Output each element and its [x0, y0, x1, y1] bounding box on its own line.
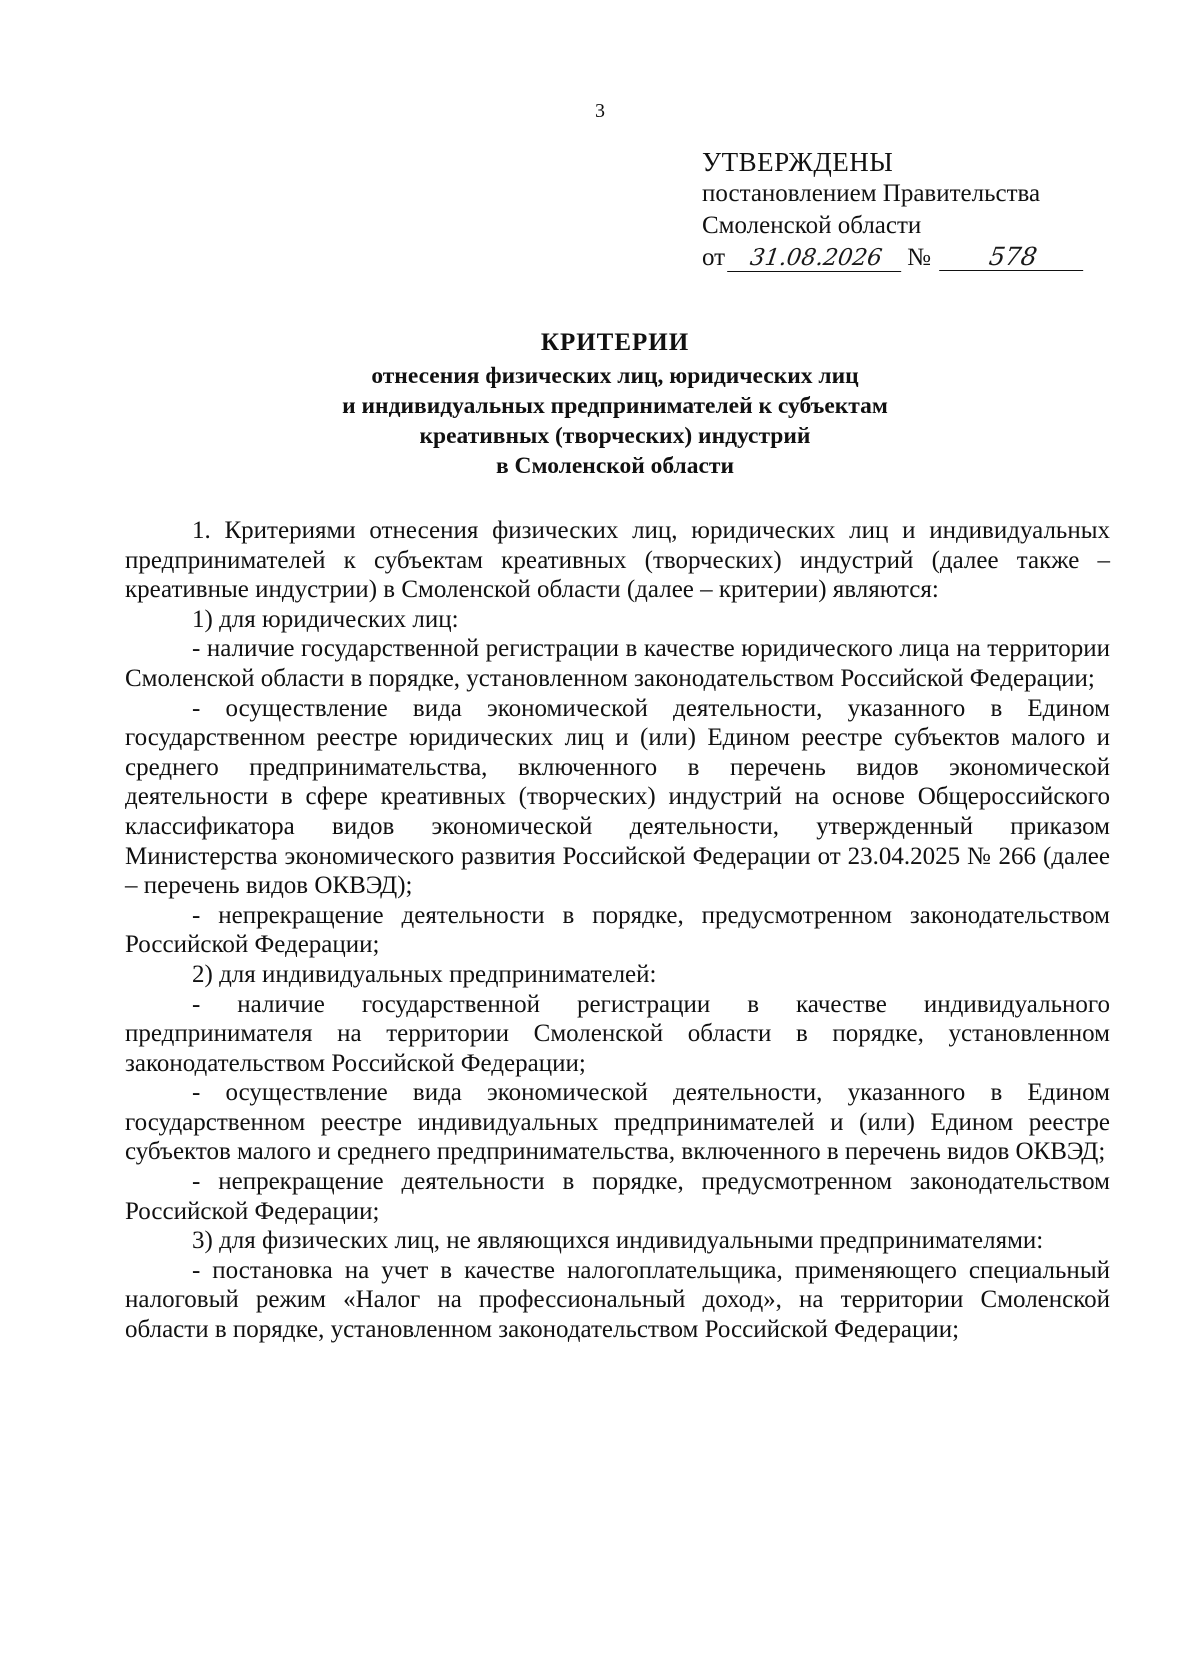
paragraph-legal-entities-heading: 1) для юридических лиц:: [192, 605, 459, 633]
paragraph-entrepreneur-continuation: - непрекращение деятельности в порядке, предусмотренном законодательством Российской Федерации;: [125, 1168, 1110, 1225]
handwritten-date: 31.08.2026: [727, 245, 905, 272]
approval-line-2: Смоленской области: [702, 212, 922, 239]
handwritten-number: 578: [939, 244, 1087, 271]
title-line-4: в Смоленской области: [495, 453, 735, 479]
paragraph-entrepreneurs-heading: 2) для индивидуальных предпринимателей:: [192, 960, 657, 988]
approval-heading: УТВЕРЖДЕНЫ: [702, 147, 894, 177]
paragraph-legal-registration: - наличие государственной регистрации в качестве юридического лица на территории Смоленской области в порядке, установленном законодательством Российской Федерации;: [125, 635, 1110, 692]
approval-date-line: [702, 242, 1085, 274]
document-title: [120, 328, 1110, 481]
paragraph-criteria-intro: 1. Критериями отнесения физических лиц, юридических лиц и индивидуальных предпринимателей к субъектам креативных (творческих) индустрий (далее также – креативные индустрии) в Смоленской области (далее – критерии) являются:: [125, 517, 1110, 604]
page-number: 3: [595, 100, 605, 122]
paragraph-individuals-heading: 3) для физических лиц, не являющихся индивидуальными предпринимателями:: [192, 1227, 1044, 1255]
number-sign: №: [907, 244, 931, 271]
title-line-2: и индивидуальных предпринимателей к субъектам: [342, 393, 888, 419]
title-main: КРИТЕРИИ: [540, 329, 690, 356]
paragraph-legal-activity: - осуществление вида экономической деятельности, указанного в Едином государственном реестре юридических лиц и (или) Едином реестре субъектов малого и среднего предпринимательства, включенного в перечень видов экономической деятельности в сфере креативных (творческих) индустрий на основе Общероссийского классификатора видов экономической деятельности, утвержденный приказом Министерства экономического развития Российской Федерации от 23.04.2025 № 266 (далее – перечень видов ОКВЭД);: [125, 694, 1110, 900]
date-prefix: от: [702, 244, 726, 271]
paragraph-legal-continuation: - непрекращение деятельности в порядке, предусмотренном законодательством Российской Федерации;: [125, 901, 1110, 959]
title-line-1: отнесения физических лиц, юридических лиц: [371, 363, 859, 389]
title-line-3: креативных (творческих) индустрий: [419, 423, 811, 449]
paragraph-individual-tax-registration: - постановка на учет в качестве налогоплательщика, применяющего специальный налоговый режим «Налог на профессиональный доход», на территории Смоленской области в порядке, установленном законодательством Российской Федерации;: [125, 1256, 1110, 1344]
approval-stamp: [702, 146, 1085, 274]
approval-line-1: постановлением Правительства: [702, 180, 1041, 207]
paragraph-entrepreneur-activity: - осуществление вида экономической деятельности, указанного в Едином государственном реестре индивидуальных предпринимателей и (или) Едином реестре субъектов малого и среднего предпринимательства, включенного в перечень видов ОКВЭД;: [125, 1079, 1110, 1166]
paragraph-entrepreneur-registration: - наличие государственной регистрации в качестве индивидуального предпринимателя на территории Смоленской области в порядке, установленном законодательством Российской Федерации;: [125, 990, 1110, 1077]
document-body: [125, 516, 1110, 1345]
